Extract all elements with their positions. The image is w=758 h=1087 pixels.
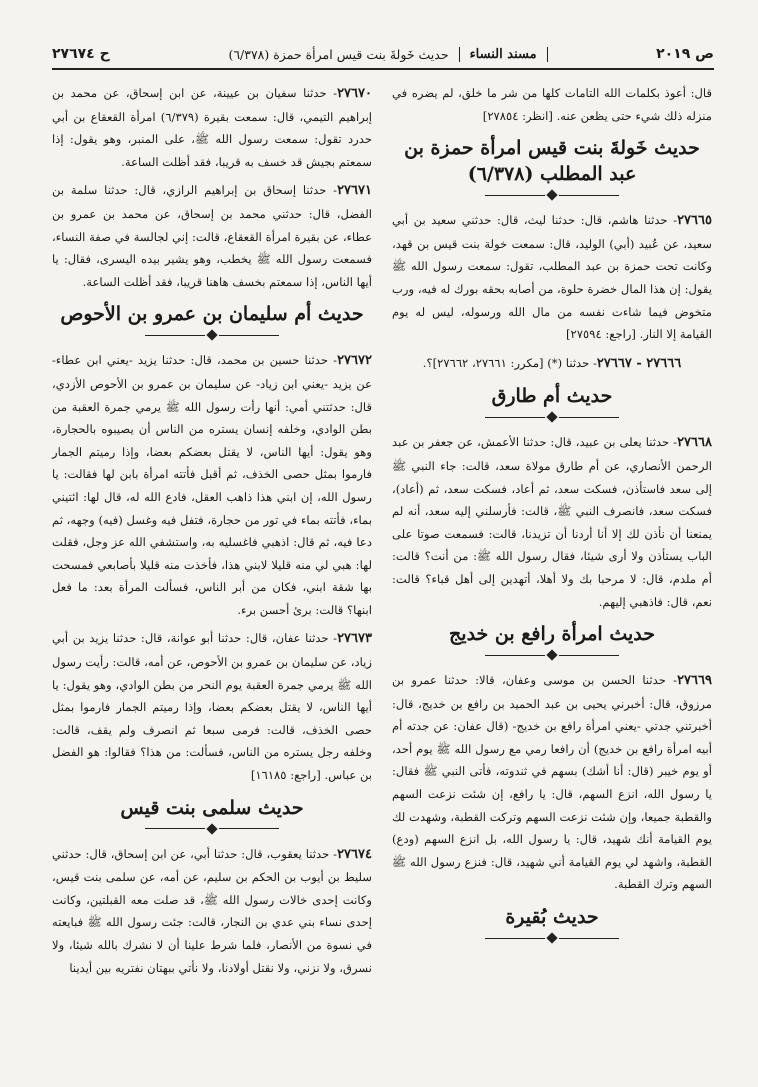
title-ornament <box>52 823 372 835</box>
section-title: حديث بُقيرة <box>505 906 599 929</box>
title-ornament <box>52 329 372 341</box>
hadith-number: ٢٧٦٧١ <box>337 183 372 199</box>
title-ornament <box>392 189 712 201</box>
title-ornament <box>392 932 712 944</box>
book-title: مسند النساء <box>459 47 548 62</box>
hadith-number: ٢٧٦٦٨ <box>677 435 712 451</box>
hadith-paragraph <box>392 669 712 896</box>
hadith-paragraph <box>52 627 372 786</box>
hadith-paragraph <box>392 209 712 346</box>
hadith-number: ٢٧٦٦٥ <box>677 213 712 229</box>
hadith-text: - حدثنا حسين بن محمد، قال: حدثنا يزيد -يعني ابن عطاء- عن يزيد -يعني ابن زياد- عن سليمان بن عمرو بن الأحوص الأزدي، قال: حدثتني أمي: أنها رأت رسول الله ﷺ يرمي جمرة العقبة من بطن الوادي، وخلفه إنسان يستره من الناس أن يصيبوه بالحجارة، وهو يقول: أيها الناس، لا يقتل بعضكم بعضا، وإذا رميتم الجمار فارموا بمثل حصى الخذف، ثم أقبل فأتته امرأة بابن لها فقالت: يا رسول الله، إن ابني هذا ذاهب العقل، فادع الله له، قال لها: ائتيني بماء، فأتته بماء في تور من حجارة، فتفل فيه وغسل (فيه) وجهه، ثم دعا فيه، ثم قال: اذهبي فاغسليه به، واستشفي الله عز وجل، فقلت لها: هبي لي منه قليلا لابني هذا، فأخذت منه قليلا بأصابعي فمسحت بها شقة ابني، فكان من أبر الناس، فسألت المرأة بعد: ما فعل ابنها؟ قالت: برئ أحسن برء. <box>52 353 372 617</box>
hadith-number: ٢٧٦٧٤ <box>337 846 372 862</box>
running-title: حديث خَولةَ بنت قيس امرأة حمزة (٦/٣٧٨) <box>228 46 449 62</box>
hadith-text: قال: أعوذ بكلمات الله التامات كلها من شر ما خلق، لم يضره في منزله ذلك شيء حتى يظعن عنه. [انظر: ٢٧٨٥٤] <box>392 86 712 123</box>
hadith-text: - حدثنا عفان، قال: حدثنا أبو عوانة، قال: حدثنا يزيد بن أبي زياد، عن سليمان بن عمرو بن الأحوص، عن أمه، قالت: رأيت رسول الله ﷺ يرمي جمرة العقبة يوم النحر من بطن الوادي، وهو يقول: يا أيها الناس، لا يقتل بعضكم بعضا، وإذا رميتم الجمار فارموا بمثل حصى الخذف، قالت: فرمى سبعا ثم انصرف ولم يقف، قالت: وخلفه رجل يستره من الناس، فسألت: من هذا؟ فقالوا: هو الفضل بن عباس. [راجع: ١٦١٨٥] <box>52 631 372 783</box>
section-title: حديث أم طارق <box>491 385 613 408</box>
page-number: ص ٢٠١٩ <box>656 46 714 62</box>
section-title: حديث خَولةَ بنت قيس امرأة حمزة بن عبد المطلب (٦/٣٧٨) <box>404 137 700 186</box>
hadith-text: - حدثنا يعقوب، قال: حدثنا أبي، عن ابن إسحاق، قال: حدثني سليط بن أيوب بن الحكم بن سليم، عن أمه، عن سلمى بنت قيس، وكانت إحدى خالات رسول الله ﷺ، قد صلت معه القبلتين، وكانت إحدى نساء بني عدي بن النجار، قالت: جئت رسول الله ﷺ فبايعته في نسوة من الأنصار، فلما شرط علينا أن لا نشرك بالله شيئا، ولا نسرق، ولا نزني، ولا نقتل أولادنا، ولا نأتي ببهتان نفتريه بين أيدينا <box>52 846 372 975</box>
hadith-text: - حدثنا الحسن بن موسى وعفان، قالا: حدثنا عمرو بن مرزوق، قال: أخبرني يحيى بن عبد الحميد بن رافع بن خديج، قال: أخبرتني جدتي -يعني امرأة رافع بن خديج- (قال عفان: عن جدته أم أبيه امرأة رافع بن خديج) أن رافعا رمي مع رسول الله ﷺ يوم أحد، أو يوم خيبر (قال: أنا أشك) بسهم في ثندوته، فأتى النبي ﷺ فقال: يا رسول الله، انزع السهم، قال: يا رافع، إن شئت نزعت السهم والقطبة جميعا، وإن شئت نزعت السهم وتركت القطبة، وشهدت لك يوم القيامة أنك شهيد، قال: يا رسول الله، بل انزع السهم (ودع) القطبة، واشهد لي يوم القيامة أني شهيد، قال: فنزع رسول الله ﷺ السهم وترك القطبة. <box>392 673 712 892</box>
section-title-block <box>392 621 712 661</box>
hadith-text: - حدثنا هاشم، قال: حدثنا ليث، قال: حدثني سعيد بن أبي سعيد، عن عُبيد (أبي) الوليد، قال: سمعت خولة بنت قيس بن قهد، وكانت تحت حمزة بن عبد المطلب، تقول: سمعت رسول الله ﷺ يقول: إن هذا المال خضرة حلوة، من أصابه بحقه بورك له فيه، ورب متخوض فيما شاءت نفسه من مال الله ورسوله، ليس له يوم القيامة إلا النار. [راجع: ٢٧٥٩٤] <box>392 213 712 342</box>
section-title-block <box>392 904 712 944</box>
section-title-block <box>52 795 372 835</box>
hadith-paragraph <box>52 179 372 293</box>
hadith-text: - حدثنا سفيان بن عيينة، عن ابن إسحاق، عن محمد بن إبراهيم التيمي، قال: سمعت بقيرة (٦/٣٧٩) امرأة القعقاع بن أبي حدرد تقول: سمعت رسول الله ﷺ، على المنبر، وهو يقول: إذا سمعتم بجيش قد خسف به قريبا، فقد أظلت الساعة. <box>52 86 373 169</box>
hadith-range: ح ٢٧٦٧٤ <box>52 46 110 62</box>
title-ornament <box>392 649 712 661</box>
hadith-number: ٢٧٦٧٢ <box>337 353 372 369</box>
hadith-number: ٢٧٦٦٦ - ٢٧٦٦٧ <box>596 355 682 371</box>
hadith-text: - حدثنا يعلى بن عبيد، قال: حدثنا الأعمش، عن جعفر بن عبد الرحمن الأنصاري، عن أم طارق مولاة سعد، قالت: جاء النبي ﷺ إلى سعد فاستأذن، فسكت سعد، ثم أعاد، فسكت سعد، ثم (أعاد)، فسكت سعد، فانصرف النبي ﷺ، قالت: فأرسلني إليه سعد، أنه لم يمنعنا أن نأذن لك إلا أنا أردنا أن تزيدنا، قالت: فسمعت صوتا على الباب يستأذن ولا أرى شيئا، فقال رسول الله ﷺ: من أنت؟ قالت: أم ملدم، قال: لا مرحبا بك ولا أهلا، أتهدين إلى أهل قباء؟ قالت: نعم، قال: فاذهبي إليهم. <box>392 435 712 609</box>
hadith-paragraph <box>392 352 712 376</box>
hadith-number: ٢٧٦٦٩ <box>677 673 712 689</box>
hadith-text: - حدثنا إسحاق بن إبراهيم الرازي، قال: حدثنا سلمة بن الفضل، قال: حدثني محمد بن إسحاق، عن محمد بن عمرو بن عطاء، عن بقيرة امرأة القعقاع، قالت: إني لجالسة في صفة النساء، فسمعت رسول الله ﷺ يخطب، وهو يشير بيده اليسرى، فقال: يا أيها الناس، إذا سمعتم بخسف هاهنا قريبا، فقد أظلت الساعة. <box>52 183 372 289</box>
header-titles <box>172 47 594 62</box>
section-title: حديث امرأة رافع بن خديج <box>449 623 655 646</box>
section-title: حديث سلمى بنت قيس <box>120 796 304 819</box>
section-title-block <box>392 383 712 423</box>
section-title-block <box>392 135 712 201</box>
hadith-paragraph <box>392 431 712 613</box>
hadith-paragraph <box>52 349 372 621</box>
section-title-block <box>52 301 372 341</box>
hadith-text: - حدثنا (*) [مكرر: ٢٧٦٦١، ٢٧٦٦٢]؟. <box>422 355 597 370</box>
hadith-number: ٢٧٦٧٠ <box>337 86 372 101</box>
page-header <box>52 40 714 70</box>
section-title: حديث أم سليمان بن عمرو بن الأحوص <box>60 303 364 326</box>
left-column <box>52 82 372 985</box>
hadith-number: ٢٧٦٧٣ <box>337 631 372 647</box>
hadith-paragraph <box>52 843 372 980</box>
hadith-paragraph <box>52 82 372 173</box>
title-ornament <box>392 411 712 423</box>
right-column <box>392 82 712 952</box>
hadith-paragraph <box>392 82 712 127</box>
